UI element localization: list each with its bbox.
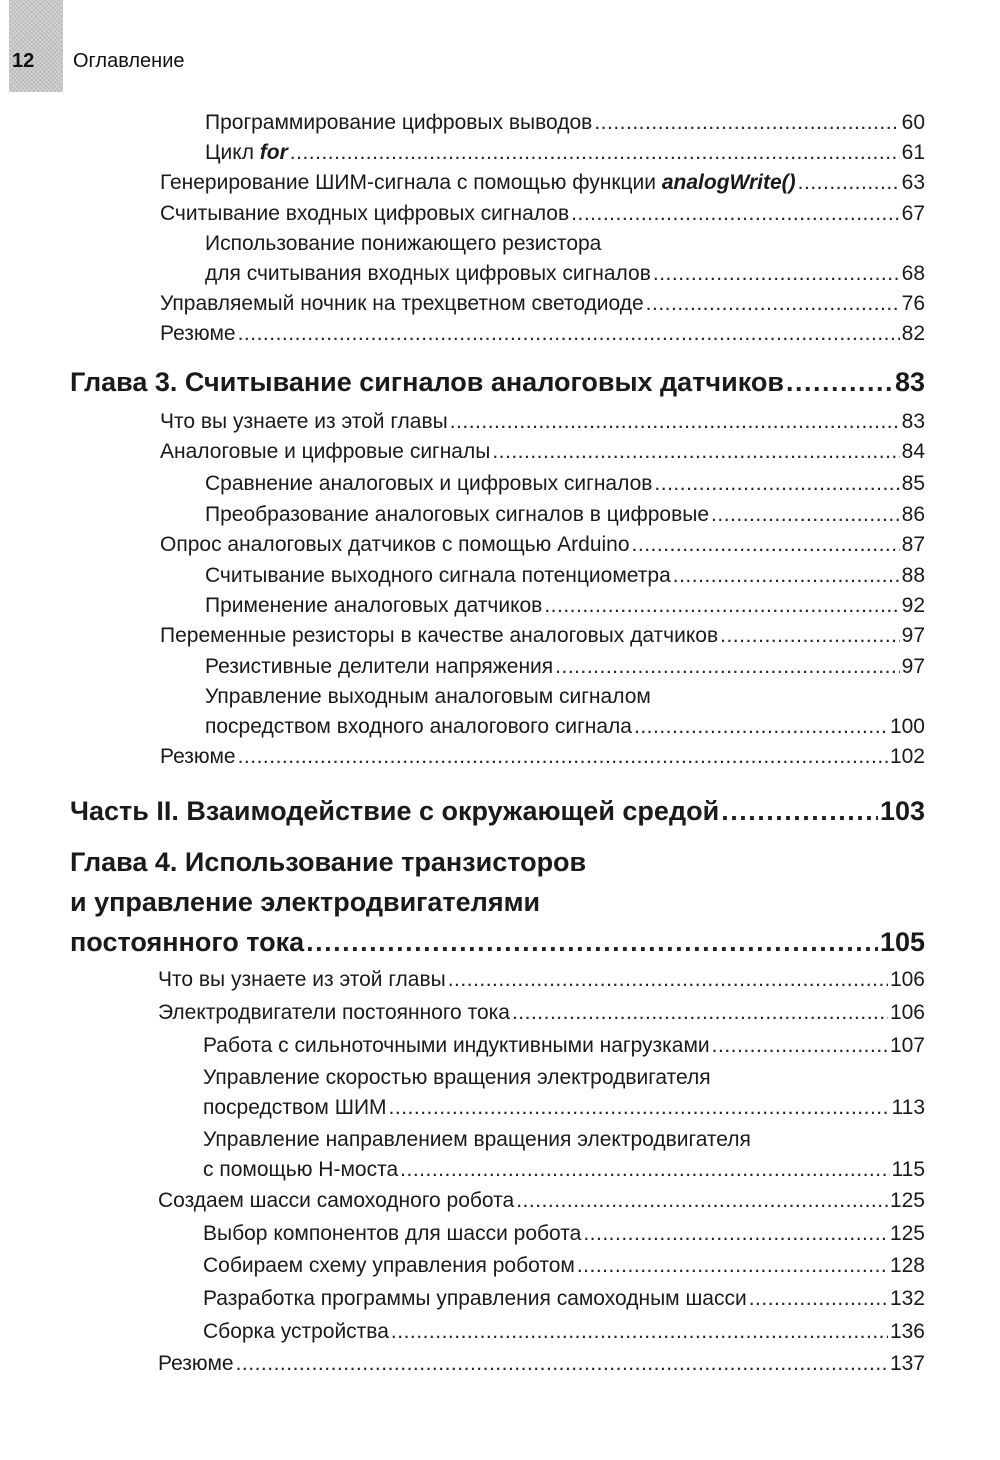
toc-entry[interactable]: [203, 1034, 925, 1058]
toc-entry-page: 137: [889, 1352, 925, 1375]
toc-entry-title: посредством входного аналогового сигнала: [205, 715, 632, 738]
toc-entry[interactable]: [205, 503, 925, 527]
toc-entry-title: Считывание входных цифровых сигналов: [160, 202, 570, 225]
toc-entry[interactable]: [160, 202, 925, 226]
toc-entry-page: 68: [901, 262, 925, 285]
toc-entry-page: 84: [901, 440, 925, 463]
toc-entry-page: 106: [889, 1001, 925, 1024]
toc-entry-title: Опрос аналоговых датчиков с помощью Arduino: [160, 533, 630, 556]
toc-entry[interactable]: [205, 564, 925, 588]
toc-entry-page: 85: [901, 472, 925, 495]
dot-leader: [653, 262, 900, 286]
toc-entry-title: Резюме: [158, 1352, 234, 1375]
chapter-page: 83: [894, 367, 925, 397]
dot-leader: [448, 968, 888, 992]
dot-leader: [712, 1034, 888, 1058]
toc-entry[interactable]: [158, 1352, 925, 1376]
toc-entry-page: 60: [901, 111, 925, 134]
toc-entry-page: 100: [889, 715, 925, 738]
dot-leader: [516, 1189, 888, 1213]
toc-entry-title: Применение аналоговых датчиков: [205, 594, 543, 617]
chapter-title: постоянного тока: [70, 927, 305, 957]
dot-leader: [786, 367, 893, 398]
toc-entry-page: 106: [889, 968, 925, 991]
dot-leader: [721, 796, 878, 827]
chapter-title-line2: и управление электродвигателями: [70, 887, 541, 917]
toc-entry-title-line1: Управление направлением вращения электродвигателя: [203, 1128, 751, 1151]
toc-entry[interactable]: [205, 715, 925, 739]
toc-entry-title: Выбор компонентов для шасси робота: [203, 1222, 582, 1245]
toc-entry-title: Считывание выходного сигнала потенциометра: [205, 564, 671, 587]
toc-entry-page: 88: [901, 564, 925, 587]
dot-leader: [632, 533, 900, 557]
code-keyword: for: [259, 141, 288, 164]
dot-leader: [571, 202, 899, 226]
toc-entry[interactable]: [203, 1096, 925, 1120]
chapter-page: 105: [879, 927, 925, 957]
toc-entry[interactable]: [205, 594, 925, 618]
toc-entry-page: 132: [889, 1287, 925, 1310]
part-page: 103: [879, 796, 925, 826]
toc-entry-title: Сравнение аналоговых и цифровых сигналов: [205, 472, 653, 495]
dot-leader: [512, 1001, 888, 1025]
toc-entry-page: 125: [889, 1222, 925, 1245]
toc-entry-title: Работа с сильноточными индуктивными нагрузками: [203, 1034, 710, 1057]
dot-leader: [577, 1254, 888, 1278]
dot-leader: [389, 1096, 890, 1120]
toc-entry[interactable]: [160, 292, 925, 316]
dot-leader: [646, 292, 900, 316]
toc-entry-title: Преобразование аналоговых сигналов в цифровые: [205, 503, 710, 526]
toc-entry[interactable]: [160, 440, 925, 464]
dot-leader: [400, 1158, 889, 1182]
dot-leader: [391, 1320, 888, 1344]
toc-entry-title: Электродвигатели постоянного тока: [158, 1001, 510, 1024]
dot-leader: [238, 745, 888, 769]
chapter-title: Глава 3. Считывание сигналов аналоговых датчиков: [70, 367, 784, 397]
toc-entry-title: Генерирование ШИМ-сигнала с помощью функции analogWrite(): [160, 171, 796, 194]
page-number: 12: [12, 50, 35, 72]
toc-entry[interactable]: [160, 533, 925, 557]
toc-entry[interactable]: [203, 1254, 925, 1278]
toc-entry-title: для считывания входных цифровых сигналов: [205, 262, 651, 285]
toc-entry-title-line1: Использование понижающего резистора: [205, 232, 602, 255]
toc-entry-title: Собираем схему управления роботом: [203, 1254, 575, 1277]
toc-entry-page: 61: [901, 141, 925, 164]
toc-entry-title: Создаем шасси самоходного робота: [158, 1189, 515, 1212]
toc-entry[interactable]: [205, 655, 925, 679]
part-title: Часть II. Взаимодействие с окружающей средой: [70, 796, 720, 826]
running-title: Оглавление: [73, 50, 185, 72]
dot-leader: [720, 624, 900, 648]
toc-entry-page: 82: [901, 322, 925, 345]
toc-entry-page: 125: [889, 1189, 925, 1212]
toc-entry-page: 113: [891, 1096, 925, 1119]
code-keyword: analogWrite(): [661, 171, 796, 194]
dot-leader: [583, 1222, 888, 1246]
toc-entry[interactable]: [160, 322, 925, 346]
dot-leader: [544, 594, 899, 618]
toc-entry-title: Резюме: [160, 322, 236, 345]
toc-entry[interactable]: [158, 1001, 925, 1025]
toc-part[interactable]: [70, 796, 925, 827]
toc-entry[interactable]: [205, 472, 925, 496]
toc-entry-page: 76: [901, 292, 925, 315]
dot-leader: [450, 410, 900, 434]
toc-entry-title: Что вы узнаете из этой главы: [158, 968, 446, 991]
toc-entry[interactable]: [158, 968, 925, 992]
toc-entry-page: 63: [901, 171, 925, 194]
toc-entry-page: 67: [901, 202, 925, 225]
toc-entry[interactable]: [203, 1158, 925, 1182]
toc-entry-title-line1: Управление скоростью вращения электродвигателя: [203, 1066, 711, 1089]
toc-entry[interactable]: [203, 1320, 925, 1344]
toc-entry-page: 97: [901, 624, 925, 647]
dot-leader: [594, 111, 899, 135]
toc-entry-page: 92: [901, 594, 925, 617]
dot-leader: [290, 141, 900, 165]
dot-leader: [634, 715, 888, 739]
toc-entry-page: 107: [889, 1034, 925, 1057]
toc-entry-title: посредством ШИМ: [203, 1096, 387, 1119]
toc-chapter[interactable]: [70, 927, 925, 958]
dot-leader: [711, 503, 900, 527]
dot-leader: [654, 472, 899, 496]
toc-entry-title: Программирование цифровых выводов: [205, 111, 593, 134]
toc-entry-page: 97: [901, 655, 925, 678]
toc-entry-page: 102: [889, 745, 925, 768]
dot-leader: [306, 927, 878, 958]
toc-entry-title: Цикл for: [205, 141, 288, 164]
toc-entry[interactable]: [205, 262, 925, 286]
toc-entry-title: Что вы узнаете из этой главы: [160, 410, 448, 433]
toc-entry-page: 87: [901, 533, 925, 556]
toc-entry[interactable]: [205, 141, 925, 165]
toc-entry-page: 115: [891, 1158, 925, 1181]
chapter-title-line1: Глава 4. Использование транзисторов: [70, 847, 587, 877]
toc-entry-title-line1: Управление выходным аналоговым сигналом: [205, 685, 651, 708]
toc-entry-page: 136: [889, 1320, 925, 1343]
toc-entry[interactable]: [160, 171, 925, 195]
toc-entry[interactable]: [203, 1287, 925, 1311]
toc-entry[interactable]: [160, 410, 925, 434]
toc-entry-title: Сборка устройства: [203, 1320, 389, 1343]
toc-entry[interactable]: [203, 1222, 925, 1246]
toc-entry-title: Резюме: [160, 745, 236, 768]
toc-entry-title: Резистивные делители напряжения: [205, 655, 554, 678]
dot-leader: [236, 1352, 888, 1376]
dot-leader: [555, 655, 899, 679]
toc-entry-page: 128: [889, 1254, 925, 1277]
dot-leader: [673, 564, 900, 588]
toc-entry-title: с помощью Н-моста: [203, 1158, 399, 1181]
toc-entry[interactable]: [160, 745, 925, 769]
toc-entry-page: 86: [901, 503, 925, 526]
dot-leader: [238, 322, 900, 346]
toc-chapter[interactable]: [70, 367, 925, 398]
toc-entry[interactable]: [205, 111, 925, 135]
toc-entry-title: Управляемый ночник на трехцветном светодиоде: [160, 292, 644, 315]
dot-leader: [492, 440, 899, 464]
dot-leader: [749, 1287, 888, 1311]
toc-entry-page: 83: [901, 410, 925, 433]
dot-leader: [798, 171, 900, 195]
toc-entry[interactable]: [160, 624, 925, 648]
toc-entry-title: Переменные резисторы в качестве аналоговых датчиков: [160, 624, 719, 647]
toc-entry-title: Аналоговые и цифровые сигналы: [160, 440, 491, 463]
toc-entry-title: Разработка программы управления самоходным шасси: [203, 1287, 747, 1310]
toc-entry[interactable]: [158, 1189, 925, 1213]
